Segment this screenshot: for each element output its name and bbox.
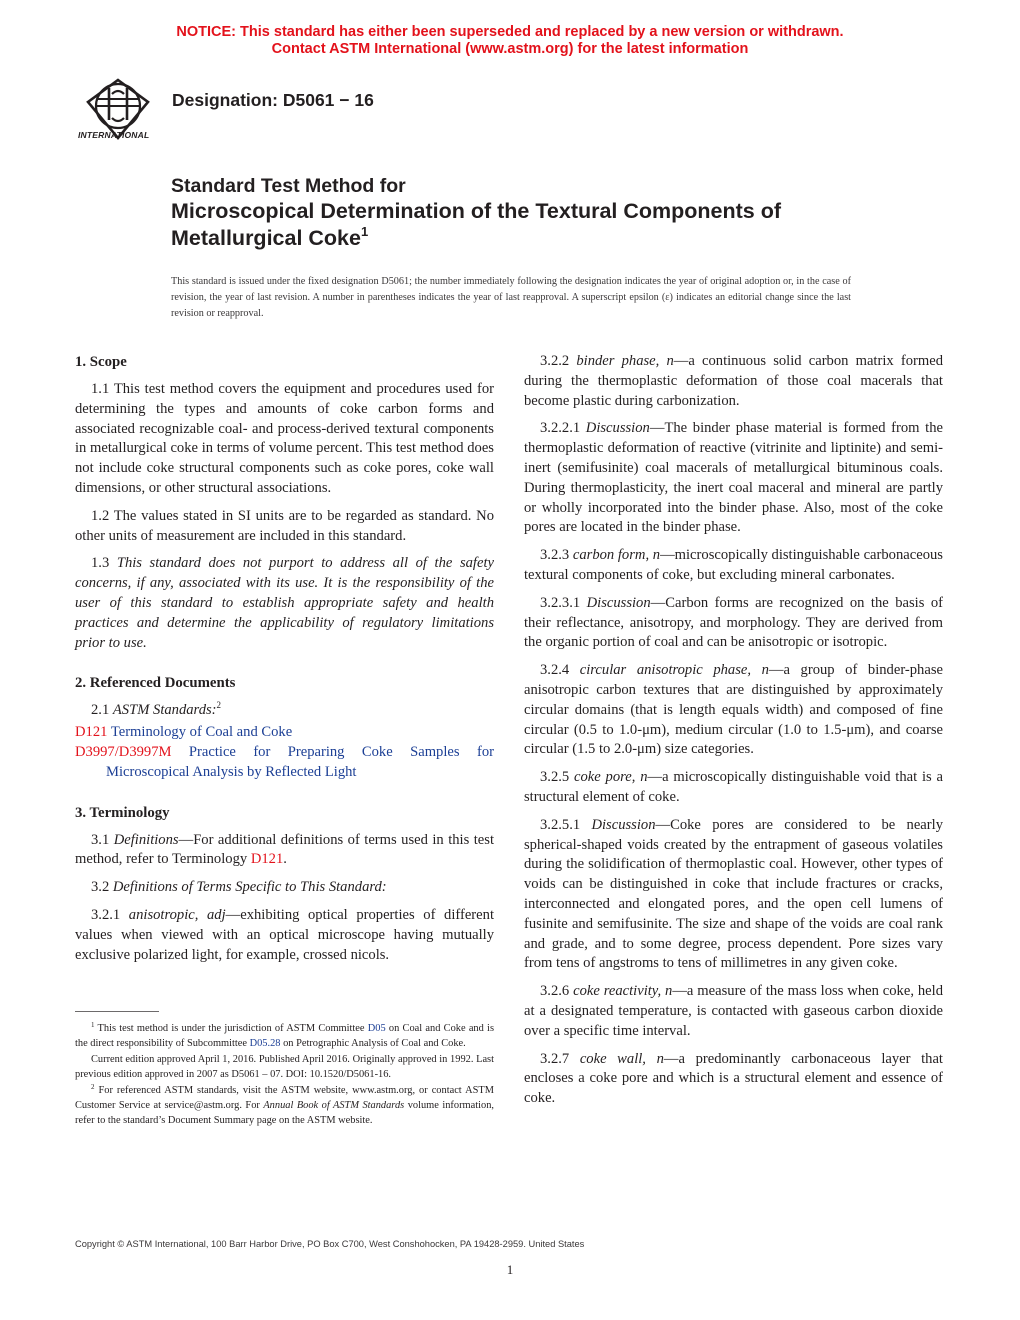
para-3-2-5 xyxy=(524,768,943,808)
title-prefix: Standard Test Method for xyxy=(171,175,406,197)
term: coke pore, n xyxy=(574,769,648,786)
term: binder phase, n xyxy=(576,353,674,369)
document-title xyxy=(171,174,891,252)
para-number: 3.2.7 xyxy=(540,1050,580,1067)
page-number: 1 xyxy=(506,1262,514,1277)
safety-statement: This standard does not purport to address all of the safety concerns, if any, associated with its use. It is the responsibility of the user of this standard to establish appropriate safety and health practices and determine the applicability of regulatory limitations prior to use. xyxy=(75,555,494,651)
footnote-divider xyxy=(75,1011,159,1012)
section-terminology-heading: 3. Terminology xyxy=(75,804,170,821)
para-number: 3.2.6 xyxy=(540,983,574,1000)
para-number: 3.2.5.1 xyxy=(540,816,592,833)
para-3-2-6 xyxy=(524,982,943,1041)
title-footnote-mark: 1 xyxy=(360,224,369,239)
definition: —exhibiting optical properties of different values when viewed with an optical microscope having mutually exclusive polarized light, for example, crossed nicols. xyxy=(75,906,494,963)
para-number: 3.2.1 xyxy=(91,906,129,923)
para-3-2 xyxy=(75,878,494,898)
para-3-2-7 xyxy=(524,1050,943,1109)
footnote-text: This test method is under the jurisdiction of ASTM Committee xyxy=(94,1023,368,1034)
footnote-mark: 2 xyxy=(91,1082,95,1091)
para-3-2-2-1 xyxy=(524,419,943,538)
definition: —a continuous solid carbon matrix formed during the thermoplastic deformation of those coal macerals that become plastic during carbonization. xyxy=(524,353,943,409)
term: Definitions xyxy=(113,831,179,848)
logo-caption: INTERNATIONAL xyxy=(78,130,150,140)
para-number: 2.1 xyxy=(91,702,113,719)
footnote-1 xyxy=(75,1021,494,1052)
para-2-1 xyxy=(75,701,494,721)
ref-title-link[interactable]: Practice for Preparing Coke Samples for Microscopical Analysis by Reflected Light xyxy=(106,743,494,780)
subcommittee-link[interactable]: D05.28 xyxy=(249,1038,281,1050)
designation-label: Designation: D5061 − 16 xyxy=(172,90,374,110)
term: Definitions of Terms Specific to This Standard: xyxy=(112,879,387,896)
term: Discussion xyxy=(585,420,650,437)
term: Discussion xyxy=(586,594,651,611)
definition: —For additional definitions of terms used in this test method, refer to Terminology xyxy=(75,831,495,868)
left-column xyxy=(75,352,494,973)
reference-d3997 xyxy=(75,743,494,783)
para-1-1: 1.1 This test method covers the equipment and procedures used for determining the types and amounts of coke carbon forms and associated recognizable coal- and process-derived textural components in metallurgical coke in terms of volume percent. This test method does not include coke structural components such as coke pores, coke wall dimensions, or other structural associations. xyxy=(75,381,494,496)
definition: —Coke pores are considered to be nearly spherical-shaped voids created by the entrapment of gaseous volatiles during the solidification of thermoplastic coal. However, other types of voids can be distinguished in coke that include fractures or cracks, interconnected and elongated pores, and the open cell lumens of fusinite and semifusinite. The size and shape of the voids are coal rank and grade, and to some degree, process dependent. Pore sizes vary from tens of angstroms to tens of millimetres in any given coke. xyxy=(524,816,943,972)
footnote-mark: 1 xyxy=(91,1021,95,1029)
astm-standards-label: ASTM Standards: xyxy=(112,702,217,719)
right-column xyxy=(524,352,943,1117)
para-number: 3.2.5 xyxy=(540,769,574,786)
ref-code-link[interactable]: D3997/D3997M xyxy=(75,743,172,760)
para-number: 3.1 xyxy=(91,831,114,848)
para-3-2-3-1 xyxy=(524,594,943,653)
para-1-2: 1.2 The values stated in SI units are to be regarded as standard. No other units of measurement are included in this standard. xyxy=(75,507,494,544)
footnote-1-edition: Current edition approved April 1, 2016. Published April 2016. Originally approved in 1992. Last previous edition approved in 2007 as D5061 – 07. DOI: 10.1520/D5061-16. xyxy=(75,1053,494,1081)
committee-link[interactable]: D05 xyxy=(367,1023,386,1034)
footnote-text: on Coal and Coke and is the direct responsibility of Subcommittee xyxy=(75,1023,494,1050)
para-3-1 xyxy=(75,831,494,871)
footnote-text: volume information, refer to the standard’s Document Summary page on the ASTM website. xyxy=(75,1100,494,1127)
definition: —a measure of the mass loss when coke, held at a designated temperature, is contacted with gaseous carbon dioxide over a specific time interval. xyxy=(524,983,944,1039)
term: anisotropic, adj xyxy=(128,906,226,923)
definition: —a group of binder-phase anisotropic carbon textures that are distinguished by approximately circular domains (that is length equals width) and composed of fine circular (0.5 to 1.0-μm), medium circular (1.0 to 1.5-μm), and coarse circular (1.5 to 2.0-μm) size categories. xyxy=(524,662,943,758)
para-3-2-5-1 xyxy=(524,816,943,974)
withdrawn-notice xyxy=(0,24,1020,58)
term: circular anisotropic phase, n xyxy=(579,662,769,679)
reference-d121 xyxy=(75,723,494,743)
notice-line-1: NOTICE: This standard has either been superseded and replaced by a new version or withdrawn. xyxy=(176,24,844,40)
definition: —a predominantly carbonaceous layer that encloses a coke pore and which is a structural element and essence of coke. xyxy=(524,1050,943,1107)
punctuation: . xyxy=(283,851,287,868)
section-references-heading: 2. Referenced Documents xyxy=(75,675,236,692)
para-3-2-1 xyxy=(75,906,494,965)
ref-code-link[interactable]: D121 xyxy=(75,724,108,741)
para-3-2-4 xyxy=(524,661,943,760)
section-scope-heading: 1. Scope xyxy=(75,354,127,370)
footnote-text: For referenced ASTM standards, visit the ASTM website, www.astm.org, or contact ASTM Customer Service at service@astm.org. For xyxy=(75,1084,494,1112)
footnote-2 xyxy=(75,1083,494,1129)
para-number: 1.3 xyxy=(91,555,117,572)
para-number: 3.2.3 xyxy=(540,547,573,564)
d121-link[interactable]: D121 xyxy=(250,851,284,868)
term: carbon form, n xyxy=(572,547,661,564)
ref-title-link[interactable]: Terminology of Coal and Coke xyxy=(110,724,293,741)
issuance-note: This standard is issued under the fixed designation D5061; the number immediately following the designation indicates the year of original adoption or, in the case of revision, the year of last revision. A number in parentheses indicates the year of last reapproval. A superscript epsilon (ε) indicates an editorial change since the last revision or reapproval. xyxy=(171,276,851,319)
footnote-mark: 2 xyxy=(216,700,222,711)
title-main xyxy=(171,198,891,252)
book-title: Annual Book of ASTM Standards xyxy=(263,1100,405,1112)
para-number: 3.2 xyxy=(91,879,113,896)
definition: —Carbon forms are recognized on the basis of their reflectance, anisotropy, and morphology. They are derived from the organic portion of coal and can be anisotropic or isotropic. xyxy=(524,594,943,651)
para-number: 3.2.4 xyxy=(540,662,580,679)
term: Discussion xyxy=(591,816,656,833)
term: coke wall, n xyxy=(579,1050,664,1067)
footnotes xyxy=(75,1021,494,1129)
definition: —a microscopically distinguishable void that is a structural element of coke. xyxy=(524,769,944,805)
copyright-line: Copyright © ASTM International, 100 Barr Harbor Drive, PO Box C700, West Conshohocken, PA 19428-2959. United States xyxy=(75,1239,585,1249)
para-3-2-3 xyxy=(524,546,943,586)
footnote-text: on Petrographic Analysis of Coal and Coke. xyxy=(280,1038,466,1050)
para-1-3 xyxy=(75,554,494,653)
title-main-text: Microscopical Determination of the Textural Components of Metallurgical Coke xyxy=(171,199,782,250)
para-number: 3.2.2 xyxy=(540,353,577,369)
para-number: 3.2.2.1 xyxy=(540,420,586,437)
definition: —The binder phase material is formed from the thermoplastic deformation of reactive (vitrinite and liptinite) and semi-inert (semifusinite) coal macerals of metallurgical bituminous coals. During thermoplasticity, the inert coal maceral and mineral are partly or wholly incorporated into the binder phase. Also, most of the coke pores are located in the binder phase. xyxy=(524,420,944,536)
para-number: 3.2.3.1 xyxy=(540,594,587,611)
definition: —microscopically distinguishable carbonaceous textural components of coke, but excluding mineral carbonates. xyxy=(524,547,943,583)
term: coke reactivity, n xyxy=(573,983,673,1000)
notice-line-2: Contact ASTM International (www.astm.org) for the latest information xyxy=(271,41,749,57)
para-3-2-2 xyxy=(524,352,943,411)
